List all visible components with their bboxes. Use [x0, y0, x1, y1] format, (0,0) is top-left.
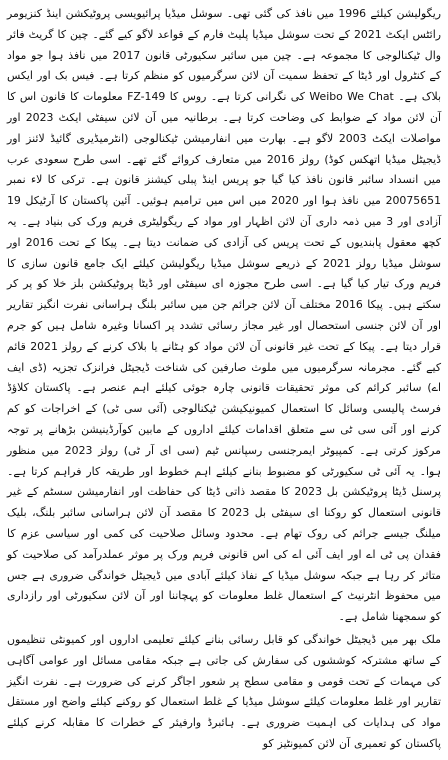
article-paragraph-1: ریگولیشن کیلئے 1996 میں نافذ کی گئی تھی۔ سوشل میڈیا پرائیویسی پروٹیکشن اینڈ کنزیومر رائٹس ایکٹ 2021 کے تحت سوشل میڈیا پلیٹ فارم کے قواعد لاگو کیے گئے۔ چین کا گریٹ فائر وال ٹیکنالوجی کا مجموعہ ہے۔ چین میں سائبر سکیورٹی قانون 2017 میں نافذ ہوا جو مواد کے کنٹرول اور ڈیٹا کے تحفظ سمیت آن لائن سرگرمیوں کو منظم کرتا ہے۔ فیس بک اور ایکس بلاک ہے۔ Weibo We Chat کی نگرانی کرتا ہے۔ روس کا FZ-149 معلومات کا قانون اس کا آن لائن مواد کے ضوابط کی وضاحت کرتا ہے۔ برطانیہ میں آن لائن سیفٹی ایکٹ 2023 اور مواصلات ایکٹ 2003 لاگو ہے۔ بھارت میں انفارمیشن ٹیکنالوجی (انٹرمیڈیری گائیڈ لائنز اور ڈیجیٹل میڈیا اتھکس کوڈ) رولز 2016 میں متعارف کروائے گئے تھے۔ اسی طرح سعودی عرب میں انسداد سائبر قانون نافذ کیا گیا جو پریس اینڈ پبلی کیشنز قانون ہے۔ ترکی کا لاء نمبر 20075651 میں نافذ ہوا اور 2020 میں اس میں ترامیم ہوئیں۔ آئین پاکستان کا آرٹیکل 19 آزادی اور 3 میں ذمہ داری آن لائن اظہار اور مواد کے ریگولیٹری فریم ورک کی بنیاد ہے۔ یہ کچھ معقول پابندیوں کے تحت پریس کی آزادی کی ضمانت دیتا ہے۔ پیکا کے تحت 2016 اور سوشل میڈیا رولز 2021 کے ذریعے سوشل میڈیا ریگولیشن کیلئے ایک جامع قانون سازی کا فریم ورک تیار کیا گیا ہے۔ اسی طرح مجوزہ ای سیفٹی اور ڈیٹا پروٹیکشن بلز خلا کو پر کر سکتے ہیں۔ پیکا 2016 مختلف آن لائن جرائم جن میں سائبر بلنگ ہراسانی نفرت انگیز تقاریر اور آن لائن جنسی استحصال اور غیر مجاز رسائی تشدد پر اکسانا وغیرہ شامل ہیں کو جرم قرار دیتا ہے۔ پیکا کے تحت غیر قانونی آن لائن مواد کو ہٹانے یا بلاک کرنے کے رولز 2021 قائم کیے گئے۔ مجرمانہ سرگرمیوں میں ملوث صارفین کی شناخت ڈیجیٹل فرانزک تجزیہ (ڈی ایف اے) سائبر کرائم کی موثر تحقیقات قانونی چارہ جوئی کیلئے اہم عنصر ہے۔ پاکستان کلاؤڈ فرسٹ پالیسی وسائل کا استعمال کمیونیکیشن ٹیکنالوجی (آئی سی ٹی) کے اخراجات کو کم کرنے اور آئی سی ٹی سے متعلق اقدامات کیلئے اداروں کے مابین کوآرڈینیشن بڑھانے پر توجہ مرکوز کرتی ہے۔ کمپیوٹر ایمرجنسی رسپانس ٹیم (سی ای آر ٹی) رولز 2023 میں منظور ہوا۔ یہ آئی ٹی سکیورٹی کو مضبوط بنانے کیلئے اہم خطوط اور طریقہ کار فراہم کرتا ہے۔ پرسنل ڈیٹا پروٹیکشن بل 2023 کا مقصد ذاتی ڈیٹا کی حفاظت اور انفارمیشن سسٹم کے غیر قانونی استعمال کو روکنا ای سیفٹی بل 2023 کا مقصد آن لائن ہراسانی سائبر بلنگ، بلیک میلنگ جیسے جرائم کی روک تھام ہے۔ محدود وسائل صلاحیت کی کمی اور سیاسی عزم کا فقدان پی ٹی اے اور ایف آئی اے کی اس قانونی فریم ورک پر موثر عملدرآمد کی صلاحیت کو متاثر کر رہا ہے جبکہ سوشل میڈیا کے نفاذ کیلئے آبادی میں ڈیجیٹل خواندگی ضروری ہے جس میں محفوظ انٹرنیٹ کے استعمال غلط معلومات کو پہچاننا اور آن لائن سکیورٹی اور رازداری کو سمجھنا شامل ہے۔ [7, 7, 442, 624]
article-paragraph-2: ملک بھر میں ڈیجیٹل خواندگی کو قابل رسائی بنانے کیلئے تعلیمی اداروں اور کمیونٹی تنظیموں کے ساتھ مشترکہ کوششوں کی سفارش کی جاتی ہے جبکہ مقامی مسائل اور عوامی آگاہی کی مہمات کے تحت قومی و مقامی سطح پر شعور اجاگر کرنے کی ضرورت ہے۔ نفرت انگیز تقاریر اور غلط معلومات کیلئے سوشل میڈیا کے غلط استعمال کو روکنے کیلئے واضح اور مستقل مواد کی ہدایات کی اہمیت ضروری ہے۔ ہائبرڈ وارفیئر کے خطرات کا مقابلہ کرنے کیلئے پاکستان کو تعمیری آن لائن کمیونٹیز کو [7, 632, 441, 750]
